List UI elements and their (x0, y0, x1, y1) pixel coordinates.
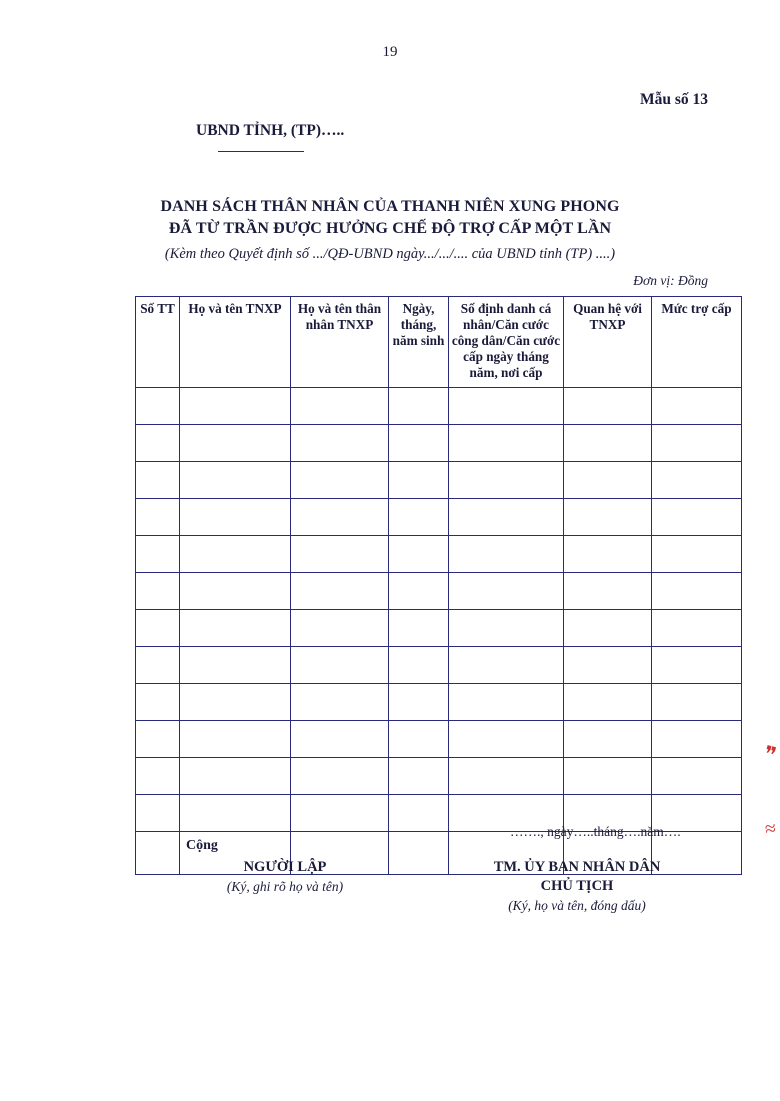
table-cell-empty[interactable] (180, 536, 291, 573)
table-cell-empty[interactable] (389, 388, 449, 425)
table-cell-empty[interactable] (389, 462, 449, 499)
chairman-title-line-1: TM. ỦY BAN NHÂN DÂN (493, 859, 661, 875)
table-row (136, 684, 742, 721)
table-row (136, 721, 742, 758)
table-cell-empty[interactable] (564, 388, 652, 425)
table-header-row (136, 297, 742, 388)
table-cell-empty[interactable] (389, 721, 449, 758)
table-cell-empty[interactable] (136, 425, 180, 462)
table-cell-empty[interactable] (180, 758, 291, 795)
table-row (136, 388, 742, 425)
table-cell-empty[interactable] (136, 684, 180, 721)
preparer-title: NGƯỜI LẬP (243, 859, 327, 875)
table-cell-empty[interactable] (291, 462, 389, 499)
table-cell-empty[interactable] (564, 721, 652, 758)
table-cell-empty[interactable] (449, 647, 564, 684)
column-header-id-number: Số định danh cá nhân/Căn cước công dân/Căn cước cấp ngày tháng năm, nơi cấp (449, 297, 564, 388)
table-cell-empty[interactable] (136, 536, 180, 573)
table-cell-empty[interactable] (449, 721, 564, 758)
column-header-tnxp-name: Họ và tên TNXP (180, 297, 291, 388)
column-header-relationship: Quan hệ với TNXP (564, 297, 652, 388)
table-cell-empty[interactable] (652, 499, 742, 536)
table-cell-empty[interactable] (449, 758, 564, 795)
table-cell-empty[interactable] (564, 573, 652, 610)
table-cell-empty[interactable] (652, 388, 742, 425)
table-body (136, 388, 742, 875)
page-number: 19 (382, 44, 398, 60)
table-row (136, 647, 742, 684)
table-cell-empty[interactable] (291, 499, 389, 536)
recipients-table (135, 296, 742, 875)
table-cell-empty[interactable] (136, 721, 180, 758)
table-cell-empty[interactable] (180, 721, 291, 758)
table-cell-empty[interactable] (180, 684, 291, 721)
table-cell-empty[interactable] (449, 425, 564, 462)
table-cell-empty[interactable] (449, 499, 564, 536)
table-cell-empty[interactable] (136, 758, 180, 795)
organization-line: UBND TỈNH, (TP)….. (196, 122, 345, 139)
table-row (136, 573, 742, 610)
signature-block-preparer (175, 858, 395, 896)
table-cell-empty[interactable] (389, 684, 449, 721)
chairman-note: (Ký, họ và tên, đóng dấu) (508, 898, 646, 913)
table-cell-empty[interactable] (652, 462, 742, 499)
table-cell-empty[interactable] (136, 610, 180, 647)
table-cell-empty[interactable] (389, 610, 449, 647)
table-cell-empty[interactable] (180, 499, 291, 536)
table-cell-empty[interactable] (564, 425, 652, 462)
table-cell-empty[interactable] (180, 462, 291, 499)
table-cell-empty[interactable] (389, 499, 449, 536)
table-cell-empty[interactable] (291, 610, 389, 647)
signature-block-chairman (432, 858, 722, 915)
table-cell-empty[interactable] (180, 425, 291, 462)
table-cell-empty[interactable] (564, 610, 652, 647)
table-cell-empty[interactable] (389, 536, 449, 573)
table-cell-empty[interactable] (389, 425, 449, 462)
table-cell-empty[interactable] (449, 536, 564, 573)
table-cell-empty[interactable] (136, 462, 180, 499)
table-cell-empty[interactable] (291, 573, 389, 610)
table-cell-empty[interactable] (291, 425, 389, 462)
table-cell-empty[interactable] (180, 610, 291, 647)
table-cell-empty[interactable] (291, 647, 389, 684)
table-cell-empty[interactable] (291, 388, 389, 425)
table-cell-empty[interactable] (291, 758, 389, 795)
table-cell-empty[interactable] (449, 462, 564, 499)
table-cell-empty[interactable] (564, 499, 652, 536)
document-title-line-1: DANH SÁCH THÂN NHÂN CỦA THANH NIÊN XUNG PHONG (160, 198, 620, 215)
table-cell-empty[interactable] (180, 573, 291, 610)
table-cell-empty[interactable] (180, 388, 291, 425)
table-cell-empty[interactable] (389, 758, 449, 795)
organization-underline (218, 151, 304, 152)
table-cell-empty[interactable] (389, 647, 449, 684)
table-row (136, 462, 742, 499)
table-cell-empty[interactable] (652, 425, 742, 462)
table-cell-empty[interactable] (449, 610, 564, 647)
table-cell-empty[interactable] (652, 758, 742, 795)
table-cell-empty[interactable] (652, 647, 742, 684)
document-title-line-2: ĐÃ TỪ TRẦN ĐƯỢC HƯỞNG CHẾ ĐỘ TRỢ CẤP MỘT LẦN (168, 220, 612, 237)
table-cell-empty[interactable] (291, 721, 389, 758)
table-cell-empty[interactable] (136, 832, 180, 875)
form-code: Mẫu số 13 (639, 91, 708, 108)
table-cell-empty[interactable] (136, 499, 180, 536)
table-cell-empty[interactable] (449, 388, 564, 425)
table-row (136, 425, 742, 462)
table-cell-empty[interactable] (136, 795, 180, 832)
column-header-stt: Số TT (136, 297, 180, 388)
unit-note: Đơn vị: Đồng (633, 273, 708, 288)
table-cell-empty[interactable] (564, 647, 652, 684)
table-cell-empty[interactable] (652, 573, 742, 610)
table-cell-empty[interactable] (291, 684, 389, 721)
table-cell-empty[interactable] (449, 684, 564, 721)
table-cell-empty[interactable] (136, 647, 180, 684)
table-cell-empty[interactable] (449, 573, 564, 610)
table-cell-empty[interactable] (652, 684, 742, 721)
column-header-allowance: Mức trợ cấp (652, 297, 742, 388)
margin-mark-lower: ≈ (763, 817, 778, 841)
table-cell-empty[interactable] (564, 758, 652, 795)
chairman-title-line-2: CHỦ TỊCH (540, 878, 614, 894)
document-subtitle: (Kèm theo Quyết định số .../QĐ-UBND ngày.../.../.... của UBND tỉnh (TP) ....) (164, 246, 616, 262)
title-block (0, 196, 780, 265)
table-cell-empty[interactable] (564, 684, 652, 721)
table-total-label: Cộng (180, 832, 291, 875)
table-cell-empty[interactable] (180, 795, 291, 832)
preparer-note: (Ký, ghi rõ họ và tên) (226, 879, 344, 894)
column-header-relative-name: Họ và tên thân nhân TNXP (291, 297, 389, 388)
margin-mark-upper: ❞ (761, 740, 779, 769)
table-cell-empty[interactable] (136, 573, 180, 610)
table-cell-empty[interactable] (564, 536, 652, 573)
table-cell-empty[interactable] (564, 462, 652, 499)
table-row (136, 499, 742, 536)
table-cell-empty[interactable] (291, 795, 389, 832)
table-cell-empty[interactable] (291, 536, 389, 573)
table-cell-empty[interactable] (180, 647, 291, 684)
table-cell-empty[interactable] (136, 388, 180, 425)
date-place-line: ……., ngày…..tháng….năm…. (510, 824, 681, 839)
table-cell-empty[interactable] (652, 721, 742, 758)
column-header-birthdate: Ngày, tháng, năm sinh (389, 297, 449, 388)
table-row (136, 610, 742, 647)
table-row (136, 536, 742, 573)
table-cell-empty[interactable] (389, 795, 449, 832)
table-cell-empty[interactable] (652, 610, 742, 647)
table-row (136, 758, 742, 795)
table-cell-empty[interactable] (652, 536, 742, 573)
table-cell-empty[interactable] (389, 573, 449, 610)
